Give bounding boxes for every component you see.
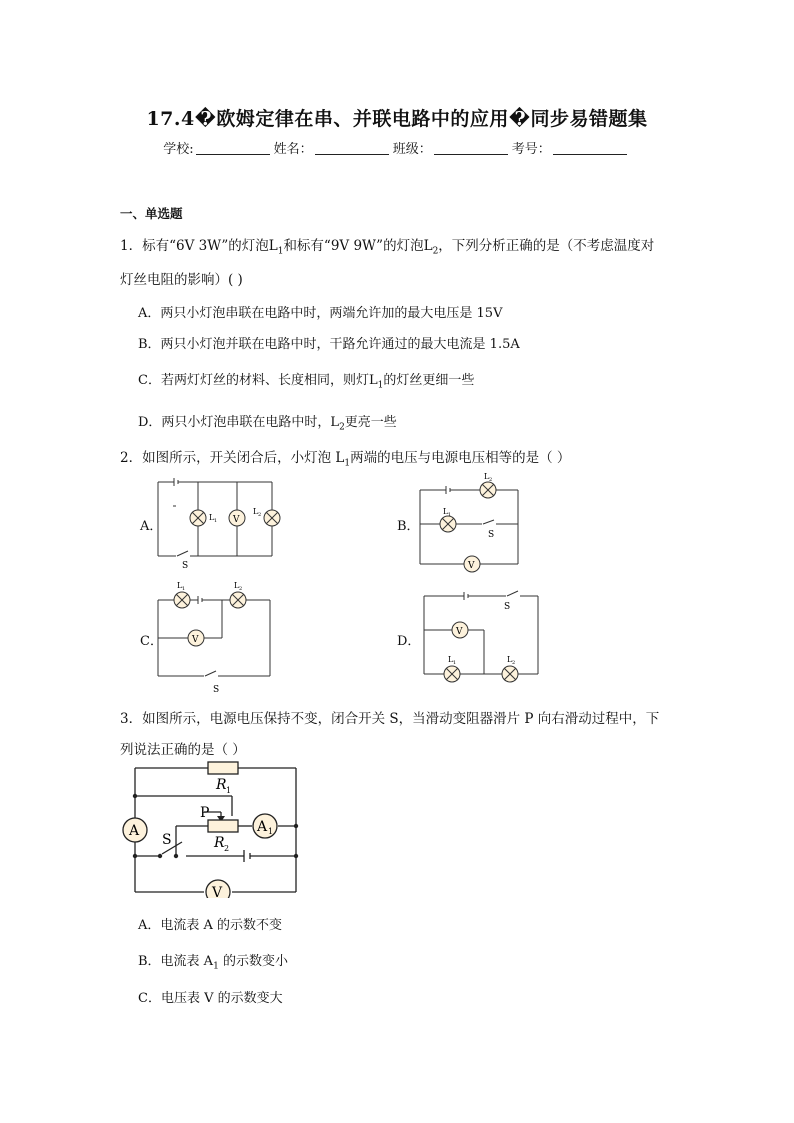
- school-label: 学校:: [163, 142, 194, 157]
- q3-optb-text-b: 的示数变小: [218, 954, 288, 969]
- q1-optd-text-b: 更亮一些: [344, 415, 397, 430]
- q3-optb-text: B．电流表 A: [138, 954, 214, 969]
- r2-sub: 2: [224, 844, 230, 853]
- circuit-c-l2-label: L: [234, 581, 240, 590]
- circuit-c-lamp-l2: [230, 592, 246, 608]
- circuit-c-lamp-l1: [174, 592, 190, 608]
- r1-label: R: [216, 777, 227, 793]
- ammeter-a1-sub: 1: [268, 827, 274, 836]
- circuit-d-l2-sub: 2: [512, 660, 516, 666]
- q1-option-c[interactable]: [138, 369, 474, 391]
- circuit-b-l1-sub: 1: [448, 512, 452, 518]
- q3-option-a[interactable]: A．电流表 A 的示数不变: [138, 918, 283, 933]
- circuit-d-s-label: S: [504, 602, 511, 612]
- circuit-c-l1-sub: 1: [182, 586, 186, 592]
- circuit-b-v-label: V: [468, 561, 475, 571]
- q3-stem-line2: 列说法正确的是（ ）: [120, 742, 246, 758]
- q2-sub: 1: [344, 458, 351, 469]
- exam-no-blank[interactable]: [553, 142, 627, 155]
- circuit-b-l2-label: L: [484, 472, 490, 481]
- q2-text-b: 两端的电压与电源电压相等的是（ ）: [350, 450, 571, 466]
- circuit-a-l1-sub: 1: [214, 518, 218, 524]
- q1-optd-sub: 2: [339, 422, 345, 433]
- circuit-b-l1-label: L: [443, 507, 449, 516]
- circuit-a-l1-label: L: [209, 513, 215, 522]
- ammeter-a-label: A: [129, 823, 140, 839]
- circuit-a-lamp-l2: [264, 510, 280, 526]
- student-info-line: [0, 138, 794, 157]
- q3-optb-sub: 1: [213, 961, 219, 972]
- q3-stem-line1: 3．如图所示，电源电压保持不变，闭合开关 S，当滑动变阻器滑片 P 向右滑动过程中，下: [120, 711, 660, 727]
- q1-option-d[interactable]: [138, 411, 397, 433]
- slider-p-label: P: [200, 805, 210, 821]
- q1-text-a: 1．标有“6V 3W”的灯泡L: [120, 238, 278, 254]
- q1-option-a[interactable]: A．两只小灯泡串联在电路中时，两端允许加的最大电压是 15V: [138, 306, 503, 321]
- q1-sub1: 1: [277, 246, 284, 257]
- class-label: 班级：: [392, 142, 432, 157]
- circuit-d-lamp-l2: [502, 666, 518, 682]
- q2-option-b-label[interactable]: B．: [397, 519, 420, 534]
- circuit-a-lamp-l1: [190, 510, 206, 526]
- circuit-q3-diagram[interactable]: [118, 758, 308, 898]
- q1-optc-text-b: 的灯丝更细一些: [383, 373, 475, 388]
- q1-optd-text: D．两只小灯泡串联在电路中时，L: [138, 415, 340, 430]
- circuit-b-l2-sub: 2: [489, 477, 493, 483]
- q1-text-c: ，下列分析正确的是（不考虑温度对: [438, 238, 655, 254]
- voltmeter-v-label: V: [212, 885, 223, 898]
- q1-optc-sub: 1: [377, 380, 384, 391]
- circuit-d-lamp-l1: [444, 666, 460, 682]
- school-blank[interactable]: [196, 142, 270, 155]
- circuit-b-lamp-l2: [480, 482, 496, 498]
- name-blank[interactable]: [315, 142, 389, 155]
- circuit-d-l1-label: L: [448, 655, 454, 664]
- q2-stem: [120, 446, 570, 469]
- resistor-r1: [208, 762, 238, 774]
- q3-option-b[interactable]: [138, 950, 288, 972]
- circuit-c-l1-label: L: [177, 581, 183, 590]
- rheostat-r2: [208, 820, 238, 832]
- q1-stem-line1: [120, 234, 654, 257]
- circuit-c-l2-sub: 2: [239, 586, 243, 592]
- r2-label: R: [214, 835, 225, 851]
- circuit-d-v-label: V: [456, 627, 463, 637]
- circuit-d-diagram[interactable]: [412, 582, 552, 692]
- circuit-a-s-label: S: [182, 561, 189, 570]
- page-title: 17.4�欧姆定律在串、并联电路中的应用�同步易错题集: [146, 108, 648, 130]
- q3-option-c[interactable]: C．电压表 V 的示数变大: [138, 991, 283, 1006]
- ammeter-a1-label: A: [257, 819, 268, 835]
- circuit-c-v-label: V: [192, 635, 199, 645]
- circuit-a-diagram[interactable]: [150, 470, 290, 570]
- switch-s-label: S: [162, 832, 172, 848]
- circuit-a-l2-label: L: [253, 507, 259, 516]
- r1-sub: 1: [226, 786, 232, 795]
- q1-option-b[interactable]: B．两只小灯泡并联在电路中时，干路允许通过的最大电流是 1.5A: [138, 337, 520, 352]
- q2-option-d-label[interactable]: D．: [397, 634, 421, 649]
- circuit-d-l2-label: L: [507, 655, 513, 664]
- circuit-c-s-label: S: [213, 685, 220, 695]
- q1-sub2: 2: [432, 246, 439, 257]
- circuit-a-l2-sub: 2: [258, 512, 262, 518]
- circuit-d-l1-sub: 1: [453, 660, 457, 666]
- q1-text-b: 和标有“9V 9W”的灯泡L: [283, 238, 433, 254]
- q2-text-a: 2．如图所示，开关闭合后，小灯泡 L: [120, 450, 345, 466]
- class-blank[interactable]: [434, 142, 508, 155]
- exam-no-label: 考号：: [511, 142, 551, 157]
- circuit-a-v-label: V: [233, 515, 240, 525]
- q2-option-a-label[interactable]: A．: [140, 519, 163, 534]
- circuit-b-lamp-l1: [440, 516, 456, 532]
- circuit-b-s-label: S: [488, 530, 495, 540]
- section-title: 一、单选题: [120, 206, 183, 221]
- name-label: 姓名：: [273, 142, 313, 157]
- q1-optc-text: C．若两灯灯丝的材料、长度相同，则灯L: [138, 373, 378, 388]
- q1-stem-line2: 灯丝电阻的影响）( ): [120, 272, 243, 288]
- circuit-b-diagram[interactable]: [410, 470, 540, 580]
- circuit-c-diagram[interactable]: [150, 578, 280, 696]
- q2-option-c-label[interactable]: C．: [140, 634, 163, 649]
